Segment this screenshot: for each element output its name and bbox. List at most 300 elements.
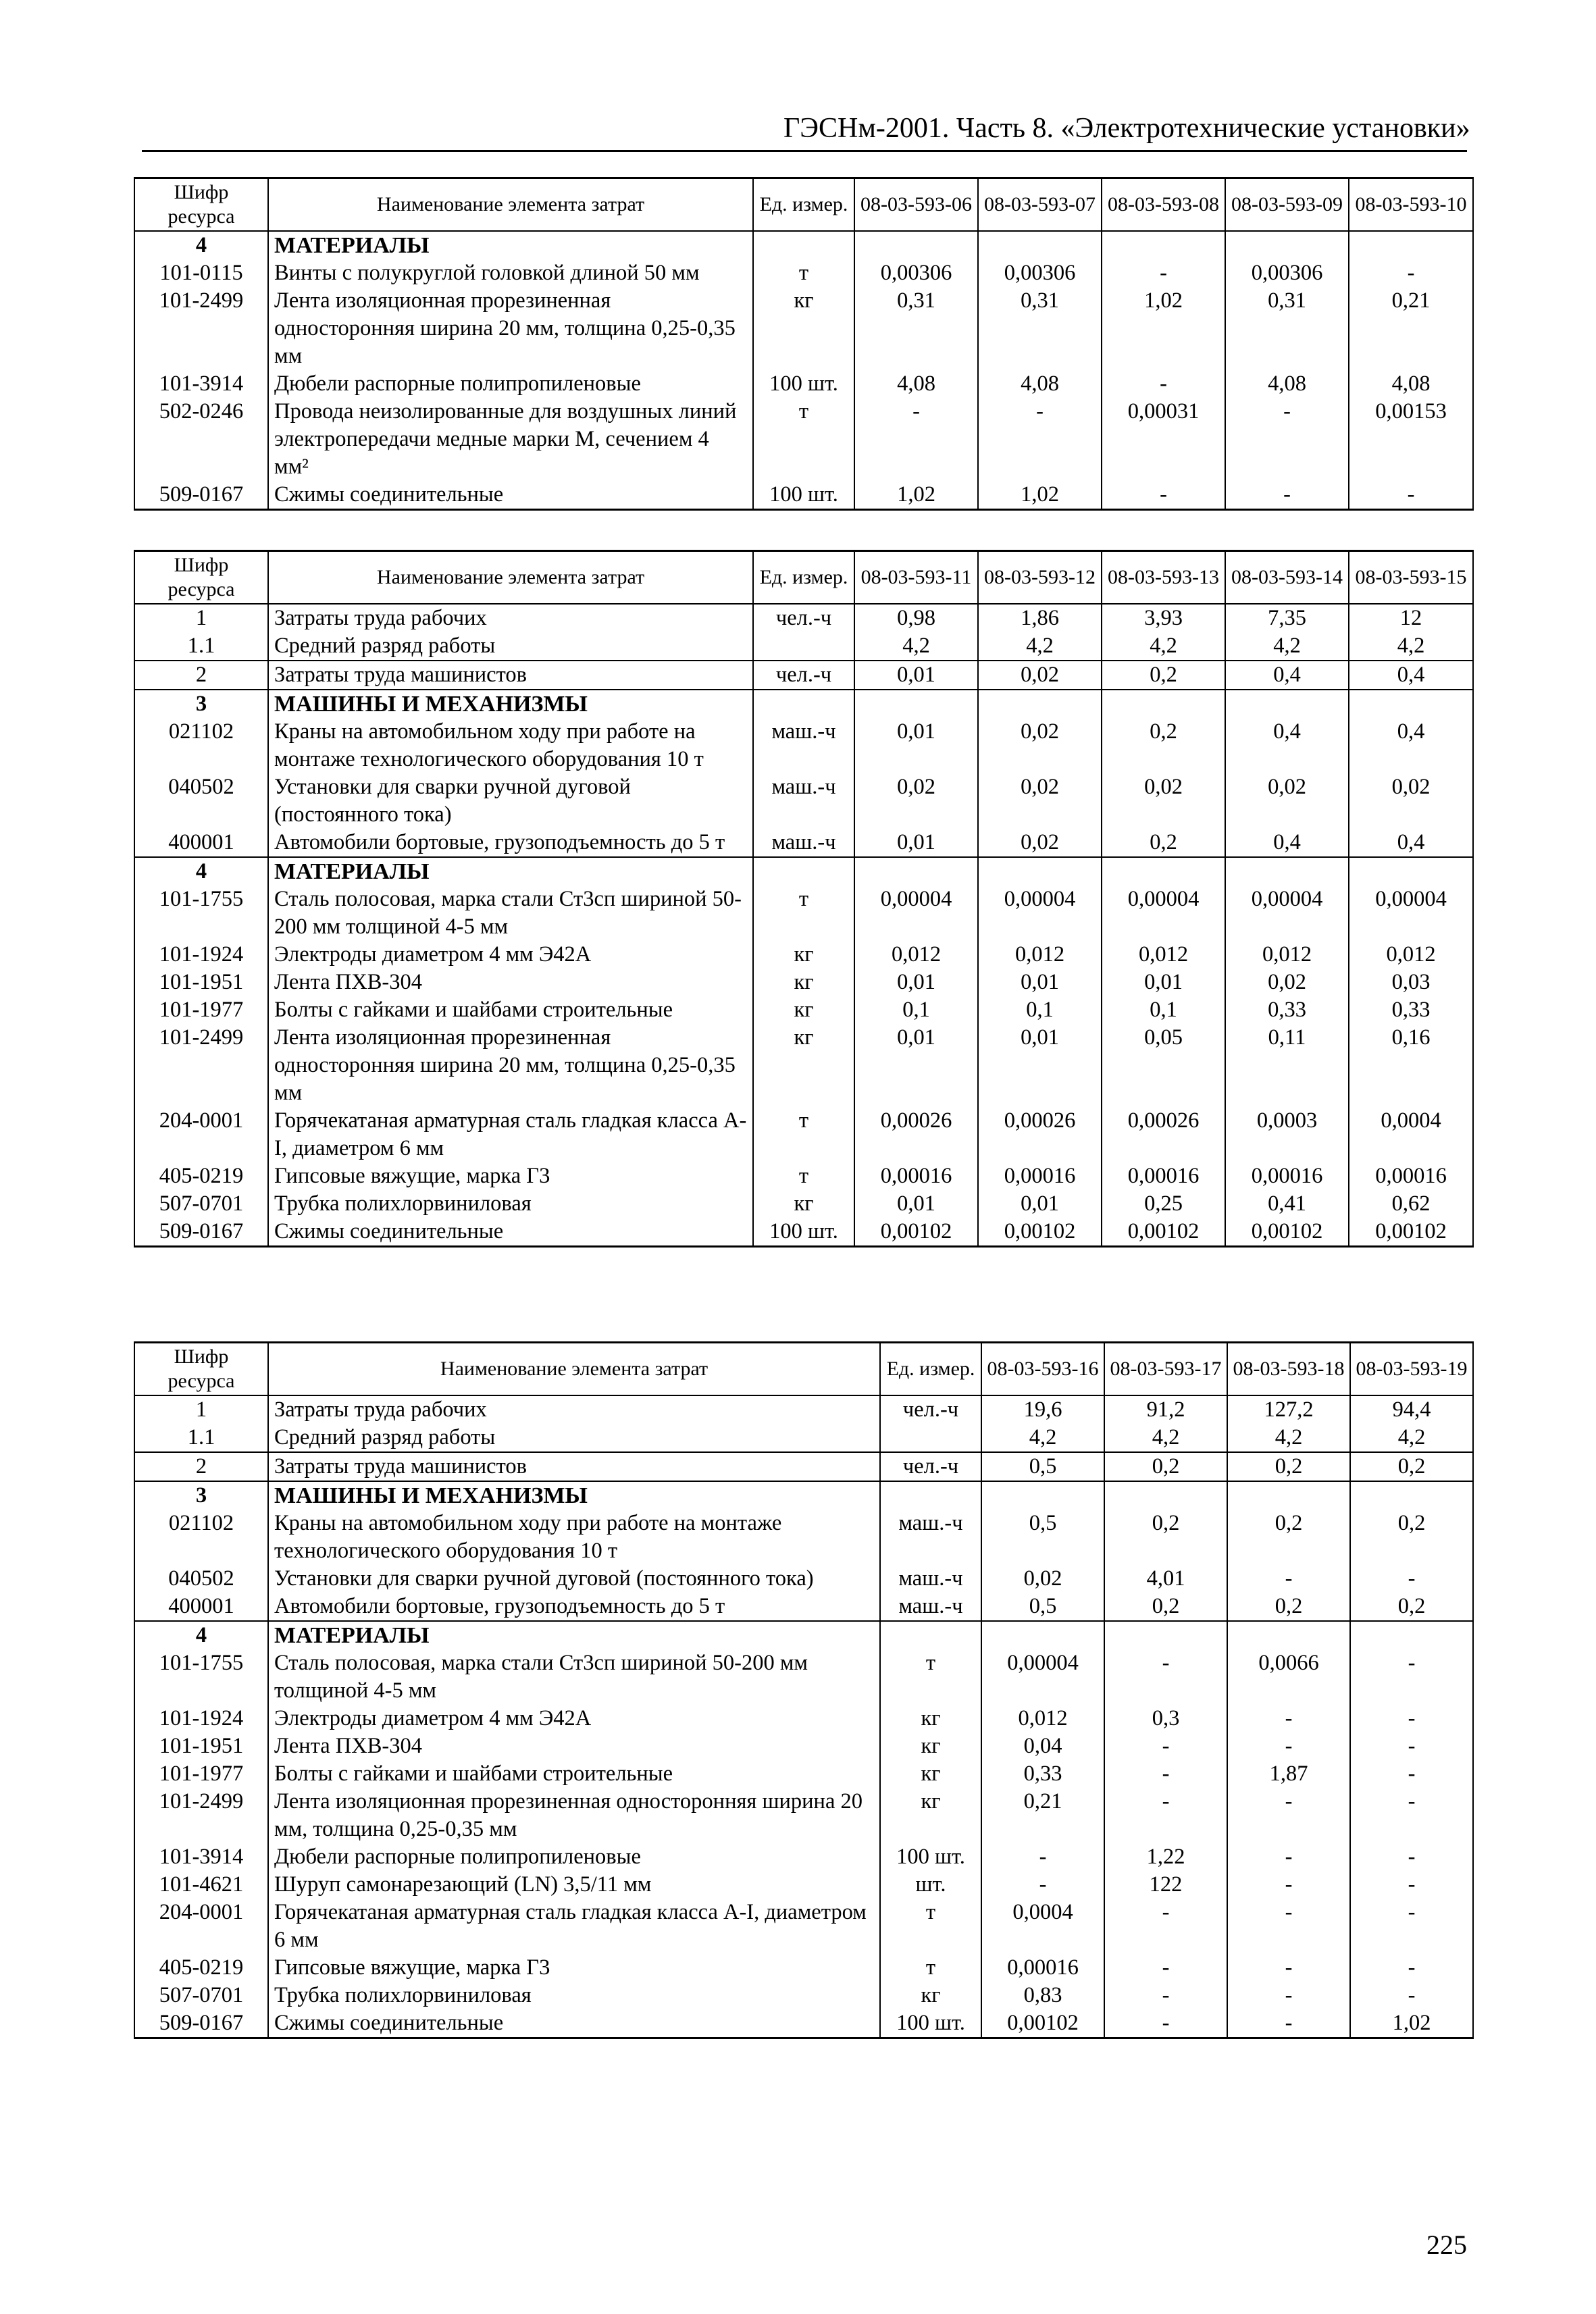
resource-name: Дюбели распорные полипропиленовые (268, 1843, 880, 1871)
value-cell: 0,25 (1102, 1190, 1225, 1218)
value-cell: 0,2 (1227, 1593, 1350, 1621)
resource-code: 101-1924 (134, 1705, 268, 1732)
unit-cell: 100 шт. (880, 1843, 981, 1871)
header-unit: Ед. измер. (753, 178, 854, 232)
section-row (134, 1621, 1473, 1649)
resource-code: 2 (134, 1452, 268, 1481)
value-cell (854, 857, 978, 885)
value-cell: 0,01 (978, 1024, 1102, 1107)
header-column-code: 08-03-593-14 (1225, 551, 1349, 605)
value-cell (981, 1621, 1104, 1649)
value-cell: 0,4 (1225, 829, 1349, 857)
value-cell: 0,0004 (1349, 1107, 1473, 1162)
unit-cell: чел.-ч (880, 1452, 981, 1481)
value-cell: 0,00026 (854, 1107, 978, 1162)
unit-cell: чел.-ч (880, 1395, 981, 1424)
value-cell: 0,0066 (1227, 1649, 1350, 1705)
unit-cell: т (753, 398, 854, 481)
value-cell: 4,2 (1104, 1424, 1227, 1452)
value-cell: - (1227, 2009, 1350, 2038)
value-cell: 0,3 (1104, 1705, 1227, 1732)
value-cell: 4,08 (1225, 370, 1349, 398)
resource-name: Лента изоляционная прорезиненная односторонняя ширина 20 мм, толщина 0,25-0,35 мм (268, 1788, 880, 1843)
value-cell: 0,00004 (1349, 885, 1473, 941)
value-cell: - (1227, 1843, 1350, 1871)
value-cell: 0,00016 (978, 1162, 1102, 1190)
table-header-row (134, 1343, 1473, 1396)
value-cell: 0,00016 (1102, 1162, 1225, 1190)
resource-code: 101-2499 (134, 287, 268, 370)
resource-code: 101-0115 (134, 259, 268, 287)
header-code: Шифр ресурса (134, 551, 268, 605)
table-row (134, 370, 1473, 398)
unit-cell: 100 шт. (753, 481, 854, 510)
value-cell: 0,4 (1349, 718, 1473, 773)
value-cell (978, 857, 1102, 885)
table-row (134, 398, 1473, 481)
value-cell: 0,5 (981, 1593, 1104, 1621)
resource-name: Горячекатаная арматурная сталь гладкая класса А-I, диаметром 6 мм (268, 1899, 880, 1954)
value-cell: 0,83 (981, 1982, 1104, 2009)
value-cell: - (1349, 481, 1473, 510)
unit-cell (880, 1621, 981, 1649)
value-cell: 0,00016 (1225, 1162, 1349, 1190)
resource-code: 101-2499 (134, 1024, 268, 1107)
resource-name: Автомобили бортовые, грузоподъемность до 5 т (268, 1593, 880, 1621)
header-column-code: 08-03-593-18 (1227, 1343, 1350, 1396)
unit-cell: кг (753, 969, 854, 996)
value-cell: 1,02 (1350, 2009, 1473, 2038)
value-cell: 0,16 (1349, 1024, 1473, 1107)
resource-code: 101-1977 (134, 1760, 268, 1788)
value-cell: 0,02 (978, 773, 1102, 829)
resource-code: 101-1977 (134, 996, 268, 1024)
resource-code: 4 (134, 1621, 268, 1649)
resource-code: 509-0167 (134, 481, 268, 510)
unit-cell: маш.-ч (880, 1593, 981, 1621)
value-cell: 0,33 (1349, 996, 1473, 1024)
value-cell (1102, 857, 1225, 885)
resource-code: 101-1755 (134, 1649, 268, 1705)
table-row (134, 1107, 1473, 1162)
resource-code: 400001 (134, 829, 268, 857)
resource-code: 204-0001 (134, 1899, 268, 1954)
value-cell: 4,2 (854, 632, 978, 661)
resource-table-3 (134, 1341, 1474, 2039)
value-cell: 0,00004 (1102, 885, 1225, 941)
value-cell: 0,00306 (978, 259, 1102, 287)
unit-cell: кг (753, 1024, 854, 1107)
resource-name: Лента изоляционная прорезиненная односторонняя ширина 20 мм, толщина 0,25-0,35 мм (268, 287, 753, 370)
value-cell: 0,41 (1225, 1190, 1349, 1218)
section-title: МАТЕРИАЛЫ (268, 1621, 880, 1649)
value-cell (1102, 690, 1225, 718)
table-row (134, 1732, 1473, 1760)
unit-cell: чел.-ч (753, 661, 854, 690)
unit-cell: кг (880, 1760, 981, 1788)
value-cell: 94,4 (1350, 1395, 1473, 1424)
table-row (134, 632, 1473, 661)
resource-code: 101-2499 (134, 1788, 268, 1843)
value-cell: 0,4 (1349, 661, 1473, 690)
table-row (134, 661, 1473, 690)
resource-code: 101-1951 (134, 969, 268, 996)
header-column-code: 08-03-593-13 (1102, 551, 1225, 605)
value-cell: 0,98 (854, 604, 978, 632)
table-row (134, 1218, 1473, 1247)
resource-code: 509-0167 (134, 2009, 268, 2038)
value-cell: 0,012 (978, 941, 1102, 969)
value-cell: 0,00306 (854, 259, 978, 287)
header-rule (142, 150, 1467, 152)
value-cell: - (1227, 1565, 1350, 1593)
table-row (134, 1565, 1473, 1593)
resource-name: Затраты труда машинистов (268, 1452, 880, 1481)
header-column-code: 08-03-593-15 (1349, 551, 1473, 605)
table-row (134, 1899, 1473, 1954)
table-row (134, 773, 1473, 829)
table-header-row (134, 551, 1473, 605)
resource-name: Трубка полихлорвиниловая (268, 1190, 753, 1218)
resource-table-1 (134, 177, 1474, 511)
resource-code: 101-4621 (134, 1871, 268, 1899)
header-column-code: 08-03-593-08 (1102, 178, 1225, 232)
resource-code: 021102 (134, 1510, 268, 1565)
value-cell: 0,00016 (981, 1954, 1104, 1982)
value-cell: - (1104, 1899, 1227, 1954)
resource-code: 1.1 (134, 632, 268, 661)
value-cell: 122 (1104, 1871, 1227, 1899)
value-cell: 0,05 (1102, 1024, 1225, 1107)
resource-code: 040502 (134, 773, 268, 829)
value-cell: 3,93 (1102, 604, 1225, 632)
header-code: Шифр ресурса (134, 178, 268, 232)
header-column-code: 08-03-593-11 (854, 551, 978, 605)
value-cell: 0,01 (854, 969, 978, 996)
table-row (134, 1162, 1473, 1190)
value-cell: 4,2 (981, 1424, 1104, 1452)
header-name: Наименование элемента затрат (268, 178, 753, 232)
resource-name: Краны на автомобильном ходу при работе на монтаже технологического оборудования 10 т (268, 718, 753, 773)
value-cell: - (1104, 1982, 1227, 2009)
value-cell: - (1227, 1705, 1350, 1732)
value-cell: - (1350, 1843, 1473, 1871)
resource-name: Затраты труда рабочих (268, 1395, 880, 1424)
value-cell: 0,4 (1225, 718, 1349, 773)
value-cell (1349, 231, 1473, 259)
value-cell: 0,33 (1225, 996, 1349, 1024)
resource-code: 509-0167 (134, 1218, 268, 1247)
value-cell: 0,0003 (1225, 1107, 1349, 1162)
resource-name: Автомобили бортовые, грузоподъемность до 5 т (268, 829, 753, 857)
table-row (134, 481, 1473, 510)
value-cell: - (1350, 1899, 1473, 1954)
value-cell: 0,00102 (1102, 1218, 1225, 1247)
value-cell: 91,2 (1104, 1395, 1227, 1424)
value-cell: 0,00026 (978, 1107, 1102, 1162)
header-column-code: 08-03-593-10 (1349, 178, 1473, 232)
unit-cell: маш.-ч (753, 718, 854, 773)
value-cell (1104, 1621, 1227, 1649)
unit-cell: маш.-ч (753, 773, 854, 829)
value-cell: 0,02 (978, 718, 1102, 773)
value-cell (1225, 690, 1349, 718)
unit-cell: маш.-ч (880, 1510, 981, 1565)
value-cell (854, 690, 978, 718)
unit-cell: кг (753, 1190, 854, 1218)
value-cell: 0,4 (1225, 661, 1349, 690)
resource-name: Лента изоляционная прорезиненная односторонняя ширина 20 мм, толщина 0,25-0,35 мм (268, 1024, 753, 1107)
resource-name: Шуруп самонарезающий (LN) 3,5/11 мм (268, 1871, 880, 1899)
unit-cell: 100 шт. (753, 370, 854, 398)
value-cell: - (981, 1843, 1104, 1871)
value-cell: 0,00016 (854, 1162, 978, 1190)
value-cell: 0,02 (1225, 773, 1349, 829)
resource-code: 101-1924 (134, 941, 268, 969)
table-row (134, 1593, 1473, 1621)
value-cell: 0,012 (1225, 941, 1349, 969)
value-cell: 0,00153 (1349, 398, 1473, 481)
resource-name: Болты с гайками и шайбами строительные (268, 1760, 880, 1788)
value-cell: 0,00004 (978, 885, 1102, 941)
value-cell: - (1227, 1899, 1350, 1954)
resource-name: Электроды диаметром 4 мм Э42А (268, 1705, 880, 1732)
table-row (134, 885, 1473, 941)
unit-cell (753, 857, 854, 885)
value-cell: 0,5 (981, 1452, 1104, 1481)
unit-cell: т (753, 1162, 854, 1190)
resource-code: 040502 (134, 1565, 268, 1593)
header-column-code: 08-03-593-09 (1225, 178, 1349, 232)
value-cell: - (981, 1871, 1104, 1899)
resource-name: Сжимы соединительные (268, 1218, 753, 1247)
value-cell: 1,87 (1227, 1760, 1350, 1788)
value-cell: 1,02 (978, 481, 1102, 510)
value-cell: 0,00102 (978, 1218, 1102, 1247)
resource-code: 507-0701 (134, 1190, 268, 1218)
table-row (134, 1954, 1473, 1982)
value-cell: - (1225, 481, 1349, 510)
table-row (134, 1843, 1473, 1871)
table-row (134, 1424, 1473, 1452)
value-cell: - (1104, 2009, 1227, 2038)
unit-cell: кг (880, 1705, 981, 1732)
value-cell: - (1350, 1705, 1473, 1732)
value-cell: 0,01 (978, 969, 1102, 996)
resource-table-2 (134, 550, 1474, 1248)
resource-code: 405-0219 (134, 1954, 268, 1982)
value-cell: - (854, 398, 978, 481)
section-row (134, 231, 1473, 259)
value-cell: 4,2 (1102, 632, 1225, 661)
table-row (134, 1982, 1473, 2009)
header-column-code: 08-03-593-07 (978, 178, 1102, 232)
value-cell: 0,00016 (1349, 1162, 1473, 1190)
unit-cell: т (753, 1107, 854, 1162)
value-cell: 0,00004 (981, 1649, 1104, 1705)
header-name: Наименование элемента затрат (268, 1343, 880, 1396)
resource-code: 405-0219 (134, 1162, 268, 1190)
resource-name: Затраты труда рабочих (268, 604, 753, 632)
value-cell: 0,2 (1104, 1452, 1227, 1481)
resource-name: Лента ПХВ-304 (268, 969, 753, 996)
value-cell: 0,21 (1349, 287, 1473, 370)
value-cell: - (1350, 1649, 1473, 1705)
resource-name: Сжимы соединительные (268, 481, 753, 510)
value-cell: 0,00004 (1225, 885, 1349, 941)
value-cell: - (1225, 398, 1349, 481)
unit-cell: т (880, 1899, 981, 1954)
table-row (134, 1760, 1473, 1788)
unit-cell: т (880, 1954, 981, 1982)
unit-cell: кг (753, 996, 854, 1024)
value-cell: - (1349, 259, 1473, 287)
value-cell: 0,2 (1102, 661, 1225, 690)
unit-cell: маш.-ч (753, 829, 854, 857)
value-cell: - (1350, 1954, 1473, 1982)
value-cell: 0,012 (1102, 941, 1225, 969)
section-row (134, 1481, 1473, 1510)
value-cell: 0,31 (854, 287, 978, 370)
table-row (134, 1510, 1473, 1565)
value-cell: 0,5 (981, 1510, 1104, 1565)
value-cell: 4,08 (1349, 370, 1473, 398)
resource-name: Дюбели распорные полипропиленовые (268, 370, 753, 398)
value-cell: 0,02 (854, 773, 978, 829)
table-row (134, 259, 1473, 287)
value-cell: 0,02 (1349, 773, 1473, 829)
resource-code: 021102 (134, 718, 268, 773)
value-cell: - (1104, 1732, 1227, 1760)
value-cell: 19,6 (981, 1395, 1104, 1424)
unit-cell: кг (753, 941, 854, 969)
value-cell: 0,01 (854, 829, 978, 857)
value-cell: 0,2 (1350, 1452, 1473, 1481)
resource-name: Винты с полукруглой головкой длиной 50 мм (268, 259, 753, 287)
table-row (134, 1705, 1473, 1732)
resource-code: 400001 (134, 1593, 268, 1621)
resource-name: Гипсовые вяжущие, марка Г3 (268, 1954, 880, 1982)
table-row (134, 287, 1473, 370)
table-row (134, 1649, 1473, 1705)
value-cell (1102, 231, 1225, 259)
value-cell (1349, 690, 1473, 718)
value-cell: 4,2 (1227, 1424, 1350, 1452)
unit-cell (880, 1424, 981, 1452)
resource-name: Провода неизолированные для воздушных линий электропередачи медные марки М, сечением 4 мм² (268, 398, 753, 481)
table-row (134, 1452, 1473, 1481)
value-cell: - (1102, 481, 1225, 510)
value-cell: 0,02 (981, 1565, 1104, 1593)
unit-cell: чел.-ч (753, 604, 854, 632)
header-column-code: 08-03-593-19 (1350, 1343, 1473, 1396)
value-cell: 0,01 (854, 718, 978, 773)
section-title: МАШИНЫ И МЕХАНИЗМЫ (268, 1481, 880, 1510)
unit-cell: кг (880, 1732, 981, 1760)
value-cell: 1,86 (978, 604, 1102, 632)
value-cell: 0,11 (1225, 1024, 1349, 1107)
value-cell: - (1350, 1871, 1473, 1899)
value-cell: 0,2 (1104, 1593, 1227, 1621)
unit-cell (880, 1481, 981, 1510)
resource-name: Средний разряд работы (268, 1424, 880, 1452)
unit-cell: шт. (880, 1871, 981, 1899)
section-title: МАТЕРИАЛЫ (268, 857, 753, 885)
value-cell: 0,2 (1227, 1452, 1350, 1481)
value-cell: 1,22 (1104, 1843, 1227, 1871)
unit-cell: кг (880, 1982, 981, 2009)
value-cell: - (1350, 1760, 1473, 1788)
value-cell (1227, 1621, 1350, 1649)
resource-name: Затраты труда машинистов (268, 661, 753, 690)
resource-code: 4 (134, 857, 268, 885)
value-cell (1350, 1621, 1473, 1649)
header-unit: Ед. измер. (880, 1343, 981, 1396)
value-cell: 0,2 (1104, 1510, 1227, 1565)
resource-code: 3 (134, 1481, 268, 1510)
value-cell: 4,01 (1104, 1565, 1227, 1593)
value-cell: 0,00102 (981, 2009, 1104, 2038)
value-cell (1104, 1481, 1227, 1510)
resource-name: Гипсовые вяжущие, марка Г3 (268, 1162, 753, 1190)
running-header: ГЭСНм-2001. Часть 8. «Электротехнические установки» (783, 113, 1470, 144)
value-cell: 0,02 (1102, 773, 1225, 829)
resource-code: 204-0001 (134, 1107, 268, 1162)
value-cell: 0,1 (854, 996, 978, 1024)
value-cell: - (1104, 1954, 1227, 1982)
value-cell: 0,012 (1349, 941, 1473, 969)
resource-name: Краны на автомобильном ходу при работе на монтаже технологического оборудования 10 т (268, 1510, 880, 1565)
value-cell: - (1227, 1954, 1350, 1982)
value-cell: 0,02 (1225, 969, 1349, 996)
table-row (134, 1024, 1473, 1107)
table-row (134, 969, 1473, 996)
value-cell: 0,01 (1102, 969, 1225, 996)
value-cell (1349, 857, 1473, 885)
unit-cell: кг (880, 1788, 981, 1843)
header-code: Шифр ресурса (134, 1343, 268, 1396)
value-cell: 0,2 (1350, 1593, 1473, 1621)
value-cell: 0,0004 (981, 1899, 1104, 1954)
unit-cell: 100 шт. (753, 1218, 854, 1247)
unit-cell (753, 632, 854, 661)
resource-code: 101-3914 (134, 370, 268, 398)
value-cell: 1,02 (854, 481, 978, 510)
header-name: Наименование элемента затрат (268, 551, 753, 605)
value-cell: - (1104, 1649, 1227, 1705)
resource-code: 1 (134, 604, 268, 632)
value-cell: 0,33 (981, 1760, 1104, 1788)
value-cell: - (1350, 1982, 1473, 2009)
header-column-code: 08-03-593-17 (1104, 1343, 1227, 1396)
value-cell (1350, 1481, 1473, 1510)
table-row (134, 1395, 1473, 1424)
resource-code: 1.1 (134, 1424, 268, 1452)
header-column-code: 08-03-593-16 (981, 1343, 1104, 1396)
table-row (134, 941, 1473, 969)
value-cell: 0,31 (1225, 287, 1349, 370)
value-cell (981, 1481, 1104, 1510)
unit-cell: кг (753, 287, 854, 370)
value-cell: 4,08 (978, 370, 1102, 398)
table-row (134, 2009, 1473, 2038)
value-cell: - (1104, 1788, 1227, 1843)
value-cell: 0,00026 (1102, 1107, 1225, 1162)
resource-name: Установки для сварки ручной дуговой (постоянного тока) (268, 773, 753, 829)
value-cell: 12 (1349, 604, 1473, 632)
value-cell (978, 231, 1102, 259)
value-cell: 7,35 (1225, 604, 1349, 632)
